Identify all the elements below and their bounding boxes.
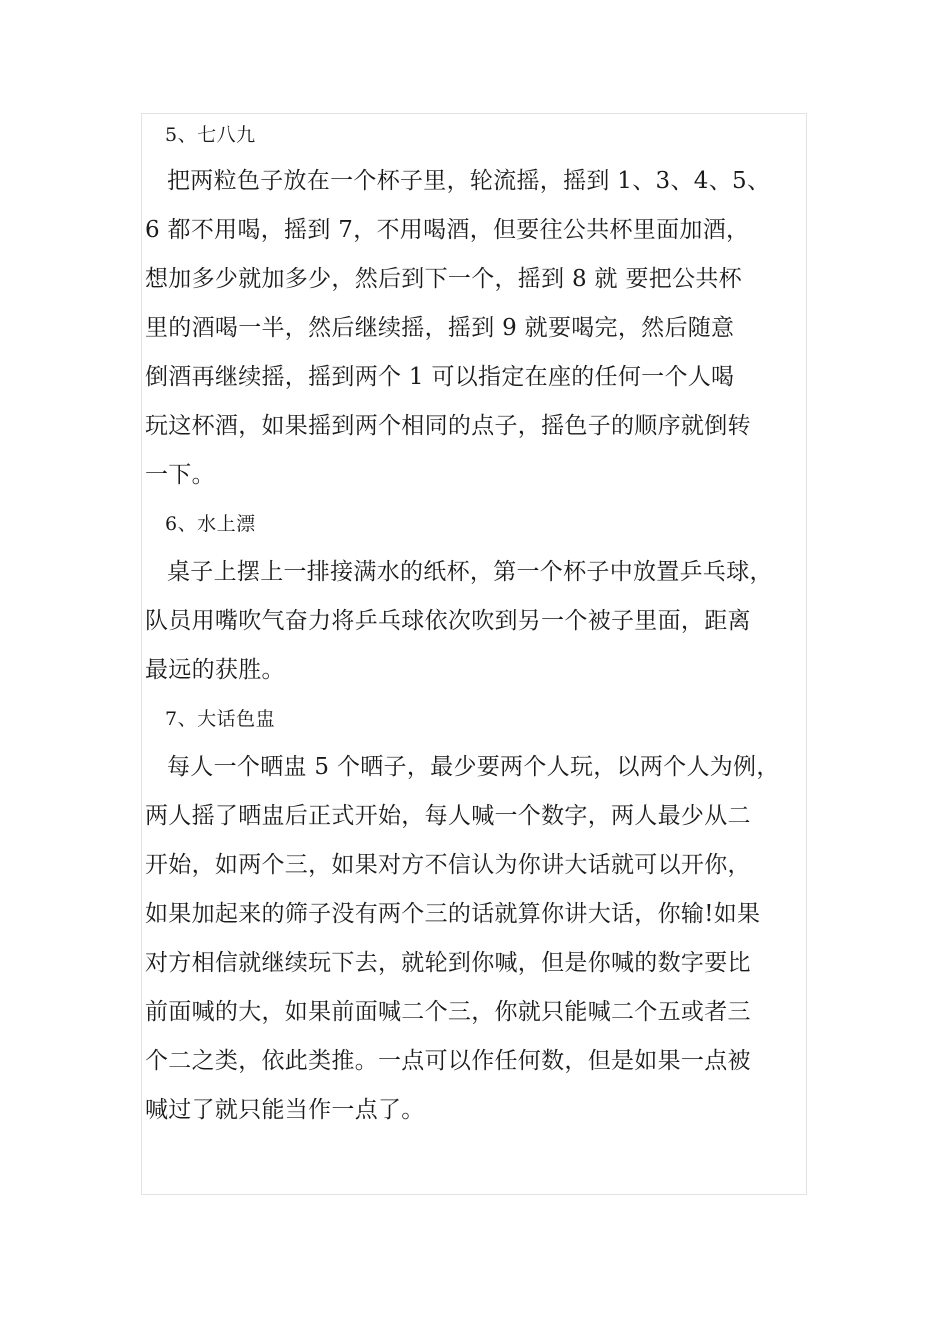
paragraph-line: 对方相信就继续玩下去，就轮到你喊，但是你喊的数字要比 [145,950,751,976]
paragraph-line: 桌子上摆上一排接满水的纸杯，第一个杯子中放置乒乓球， [167,559,773,585]
paragraph-line: 6 都不用喝，摇到 7，不用喝酒，但要往公共杯里面加酒， [145,217,750,243]
paragraph-line: 每人一个晒盅 5 个晒子，最少要两个人玩，以两个人为例， [167,754,780,780]
paragraph-line: 个二之类，依此类推。一点可以作任何数，但是如果一点被 [145,1048,751,1074]
section-body-5 [145,157,813,500]
document-content [145,113,813,1135]
paragraph-line: 最远的获胜。 [145,657,285,683]
section-heading-6: 6、水上漂 [165,513,256,535]
paragraph-line: 队员用嘴吹气奋力将乒乓球依次吹到另一个被子里面，距离 [145,608,751,634]
paragraph-line: 倒酒再继续摇，摇到两个 1 可以指定在座的任何一个人喝 [145,364,735,390]
paragraph-line: 前面喊的大，如果前面喊二个三，你就只能喊二个五或者三 [145,999,751,1025]
section-body-6 [145,548,813,695]
section-heading-5: 5、七八九 [165,124,256,146]
section-heading-7: 7、大话色盅 [165,708,276,730]
paragraph-line: 两人摇了晒盅后正式开始，每人喊一个数字，两人最少从二 [145,803,751,829]
paragraph-line: 把两粒色子放在一个杯子里，轮流摇，摇到 1、3、4、5、 [167,168,771,194]
section-body-7 [145,743,813,1135]
paragraph-line: 一下。 [145,462,215,488]
paragraph-line: 如果加起来的筛子没有两个三的话就算你讲大话，你输!如果 [145,901,761,927]
paragraph-line: 开始，如两个三，如果对方不信认为你讲大话就可以开你， [145,852,751,878]
paragraph-line: 玩这杯酒，如果摇到两个相同的点子，摇色子的顺序就倒转 [145,413,751,439]
paragraph-line: 想加多少就加多少，然后到下一个，摇到 8 就 要把公共杯 [145,266,742,292]
paragraph-line: 里的酒喝一半，然后继续摇，摇到 9 就要喝完，然后随意 [145,315,735,341]
paragraph-line: 喊过了就只能当作一点了。 [145,1097,425,1123]
